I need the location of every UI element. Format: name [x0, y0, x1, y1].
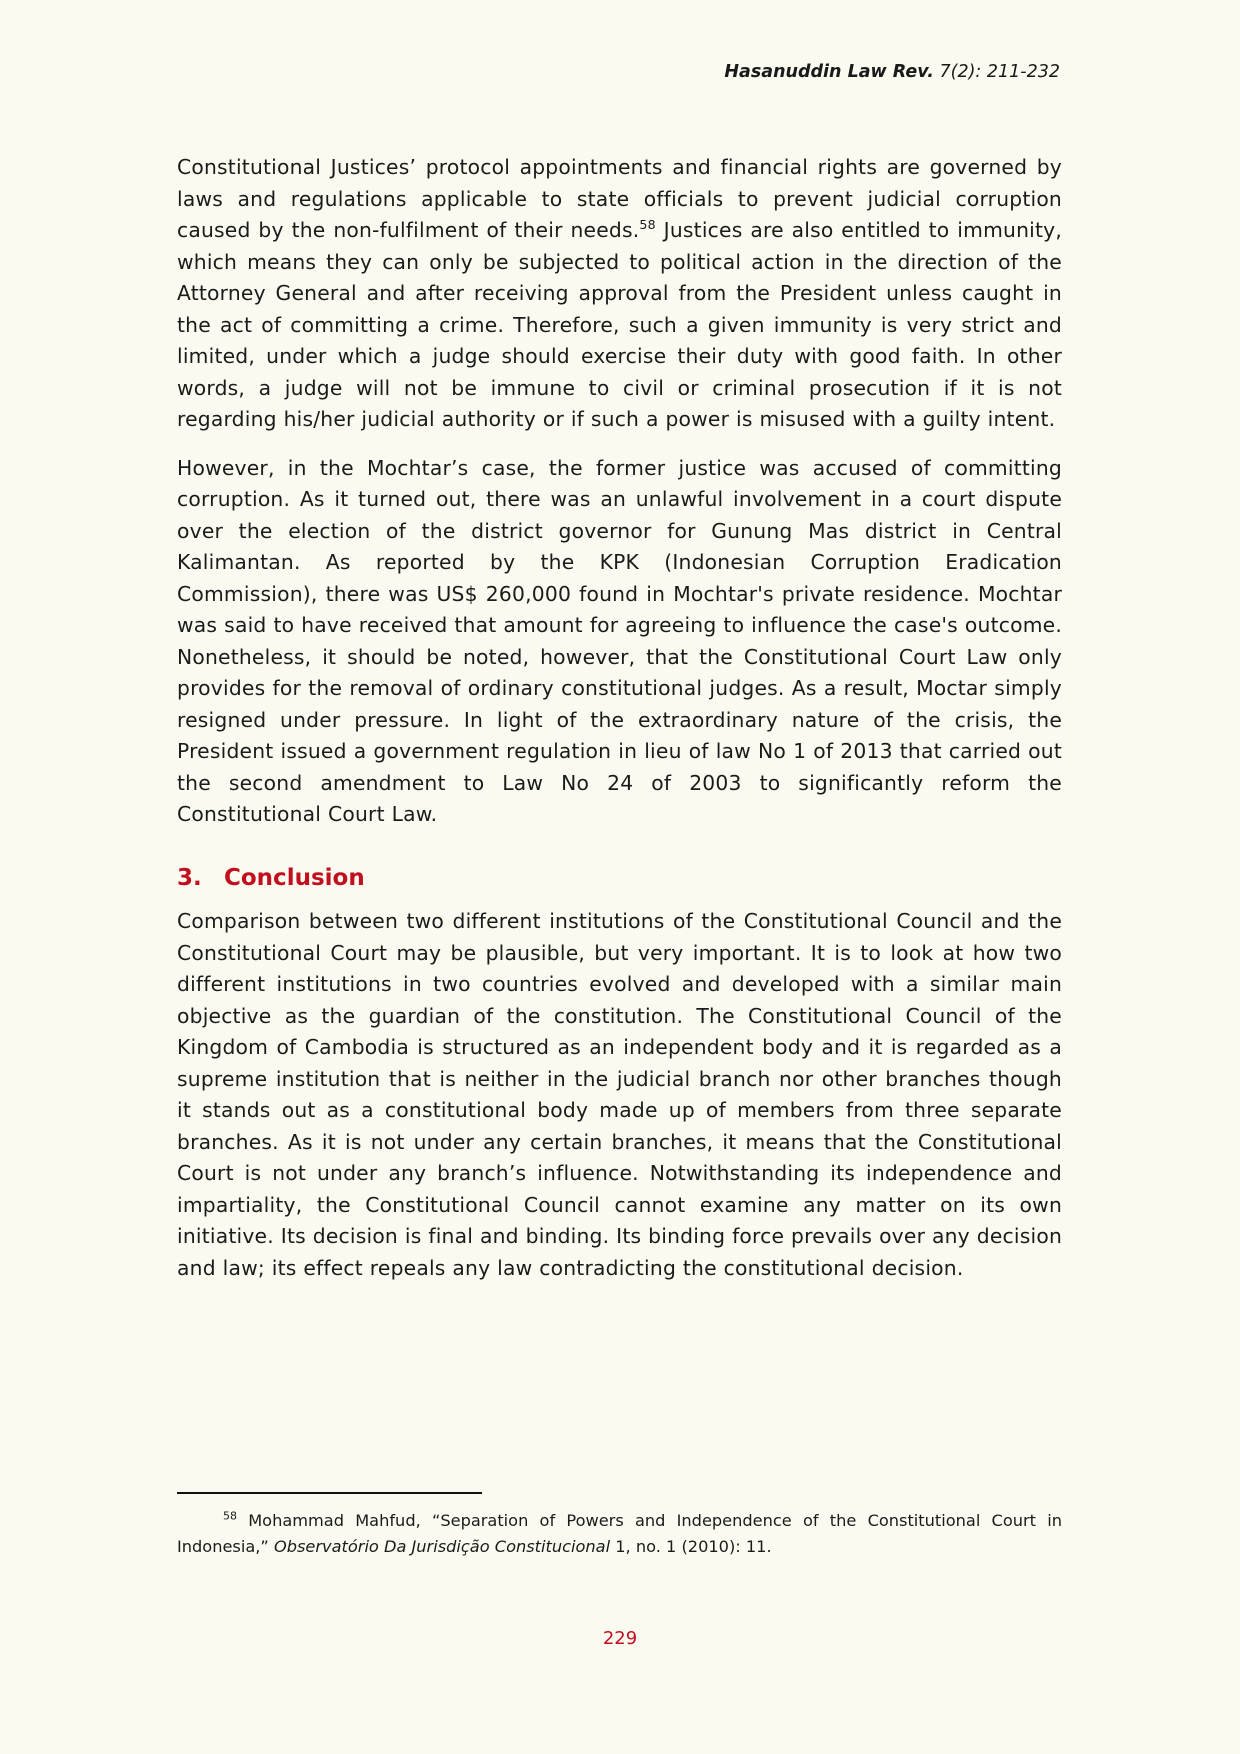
page-folio	[0, 1628, 1240, 1649]
running-head-journal-title: Hasanuddin Law Rev.	[724, 62, 934, 82]
footnote-reference-58[interactable]: 58	[639, 217, 656, 233]
paragraph-conclusion: Comparison between two different institutions of the Constitutional Council and the Constitutional Court may be plausible, but very important. It is to look at how two different institutions in two countries evolved and developed with a similar main objective as the guardian of the constitution. The Constitutional Council of the Kingdom of Cambodia is structured as an independent body and it is regarded as a supreme institution that is neither in the judicial branch nor other branches though it stands out as a constitutional body made up of members from three separate branches. As it is not under any certain branches, it means that the Constitutional Court is not under any branch’s influence. Notwithstanding its independence and impartiality, the Constitutional Council cannot examine any matter on its own initiative. Its decision is final and binding. Its binding force prevails over any decision and law; its effect repeals any law contradicting the constitutional decision.	[177, 909, 1062, 1280]
footnote-area	[177, 1492, 1062, 1559]
paragraph-constitutional-justices	[177, 152, 1062, 436]
paragraph-1-text-before-footnote: Constitutional Justices’ protocol appointments and financial rights are governed by laws and regulations applicable to state officials to prevent judicial corruption caused by the non-fulfilment of their needs.	[177, 155, 1062, 242]
footnote-separator-rule	[177, 1492, 482, 1494]
page-number: 229	[602, 1628, 638, 1649]
footnote-text-after-title: 1, no. 1 (2010): 11.	[610, 1536, 772, 1556]
footnote-number: 58	[223, 1509, 237, 1523]
page-content	[177, 152, 1062, 1284]
section-title: Conclusion	[224, 864, 365, 891]
footnote-entry-58	[177, 1508, 1062, 1559]
section-heading-conclusion	[177, 864, 1062, 893]
paragraph-1-text-after-footnote: Justices are also entitled to immunity, which means they can only be subjected to political action in the direction of the Attorney General and after receiving approval from the President unless caught in the act of committing a crime. Therefore, such a given immunity is very strict and limited, under which a judge should exercise their duty with good faith. In other words, a judge will not be immune to civil or criminal prosecution if it is not regarding his/her judicial authority or if such a power is misused with a guilty intent.	[177, 218, 1062, 431]
footnote-text-before-title: Mohammad Mahfud, “Separation of Powers and Independence of the Constitutional Court in Indonesia,”	[177, 1511, 1062, 1556]
paragraph-mochtar-case: However, in the Mochtar’s case, the former justice was accused of committing corruption. As it turned out, there was an unlawful involvement in a court dispute over the election of the district governor for Gunung Mas district in Central Kalimantan. As reported by the KPK (Indonesian Corruption Eradication Commission), there was US$ 260,000 found in Mochtar's private residence. Mochtar was said to have received that amount for agreeing to influence the case's outcome. Nonetheless, it should be noted, however, that the Constitutional Court Law only provides for the removal of ordinary constitutional judges. As a result, Moctar simply resigned under pressure. In light of the extraordinary nature of the crisis, the President issued a government regulation in lieu of law No 1 of 2013 that carried out the second amendment to Law No 24 of 2003 to significantly reform the Constitutional Court Law.	[177, 455, 1062, 826]
section-number: 3.	[177, 864, 202, 891]
running-head-volume-pages: 7(2): 211-232	[933, 62, 1060, 82]
footnote-journal-title: Observatório Da Jurisdição Constitucional	[273, 1536, 611, 1556]
running-head	[180, 62, 1060, 83]
